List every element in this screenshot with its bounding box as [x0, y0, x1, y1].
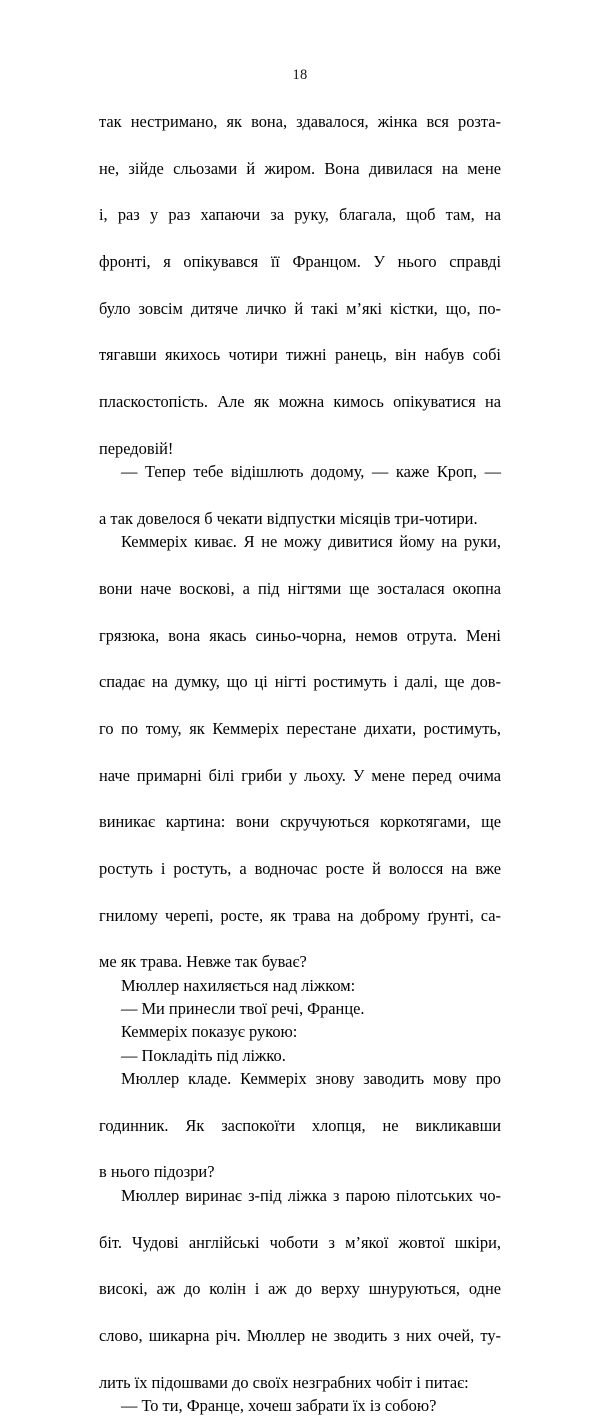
page-number: 18 — [292, 67, 308, 83]
paragraph — [99, 1020, 501, 1043]
text-line: — Тепер тебе відішлють додому, — каже Кроп, — — [121, 462, 501, 482]
text-line: годинник. Як заспокоїти хлопця, не викликавши — [99, 1115, 501, 1135]
text-line: не, зійде сльозами й жиром. Вона дивилася на мене — [99, 158, 501, 178]
text-line: грязюка, вона якась синьо-чорна, немов отрута. Мені — [99, 625, 501, 645]
text-line: тягавши якихось чотири тижні ранець, він набув собі — [99, 345, 501, 365]
text-line: високі, аж до колін і аж до верху шнуруються, одне — [99, 1279, 501, 1299]
paragraph — [99, 997, 501, 1020]
text-line: Мюллер нахиляється над ліжком: — [121, 975, 356, 995]
text-line: вони наче воскові, а під нігтями ще зосталася окопна — [99, 578, 501, 598]
paragraph — [99, 1184, 501, 1394]
text-line: виникає картина: вони скручуються коркотягами, ще — [99, 812, 501, 832]
paragraph — [99, 460, 501, 530]
text-line: наче примарні білі гриби у льоху. У мене перед очима — [99, 765, 501, 785]
text-line: Кеммеріх киває. Я не можу дивитися йому на руки, — [121, 532, 501, 552]
text-line: — То ти, Франце, хочеш забрати їх із собою? — [121, 1395, 437, 1415]
paragraph — [99, 110, 501, 460]
text-line: біт. Чудові англійські чоботи з м’якої жовтої шкіри, — [99, 1232, 501, 1252]
paragraph — [99, 530, 501, 974]
page-text-block — [99, 110, 501, 1417]
text-line: так нестримано, як вона, здавалося, жінка вся розта- — [99, 112, 501, 131]
paragraph — [99, 1067, 501, 1184]
text-line: пласкостопість. Але як можна кимось опікуватися на — [99, 392, 501, 412]
text-line: гнилому черепі, росте, як трава на доброму ґрунті, са- — [99, 905, 501, 925]
text-line: — Ми принесли твої речі, Франце. — [121, 999, 365, 1019]
text-line: Мюллер виринає з-під ліжка з парою пілотських чо- — [121, 1185, 501, 1205]
text-line: фронті, я опікувався її Францом. У нього справді — [99, 252, 501, 272]
text-line: спадає на думку, що ці нігті ростимуть і далі, ще дов- — [99, 672, 501, 692]
text-line: го по тому, як Кеммеріх перестане дихати, ростимуть, — [99, 718, 501, 738]
text-line: Кеммеріх показує рукою: — [121, 1022, 298, 1042]
text-line: в нього підозри? — [99, 1162, 215, 1182]
text-line: Мюллер кладе. Кеммеріх знову заводить мову про — [121, 1069, 501, 1089]
text-line: а так довелося б чекати відпустки місяців три-чотири. — [99, 508, 478, 528]
text-line: і, раз у раз хапаючи за руку, благала, щоб там, на — [99, 205, 501, 225]
text-line: було зовсім дитяче личко й такі м’які кістки, що, по- — [99, 298, 501, 318]
text-line: передовій! — [99, 438, 174, 458]
paragraph — [99, 1044, 501, 1067]
text-line: ростуть і ростуть, а водночас росте й волосся на вже — [99, 859, 501, 878]
text-line: лить їх підошвами до своїх незграбних чобіт і питає: — [99, 1372, 469, 1392]
paragraph — [99, 1394, 501, 1417]
text-line: слово, шикарна річ. Мюллер не зводить з них очей, ту- — [99, 1325, 501, 1345]
text-line: ме як трава. Невже так буває? — [99, 952, 307, 972]
text-line: — Покладіть під ліжко. — [121, 1045, 286, 1065]
paragraph-container — [99, 110, 501, 1417]
paragraph — [99, 974, 501, 997]
